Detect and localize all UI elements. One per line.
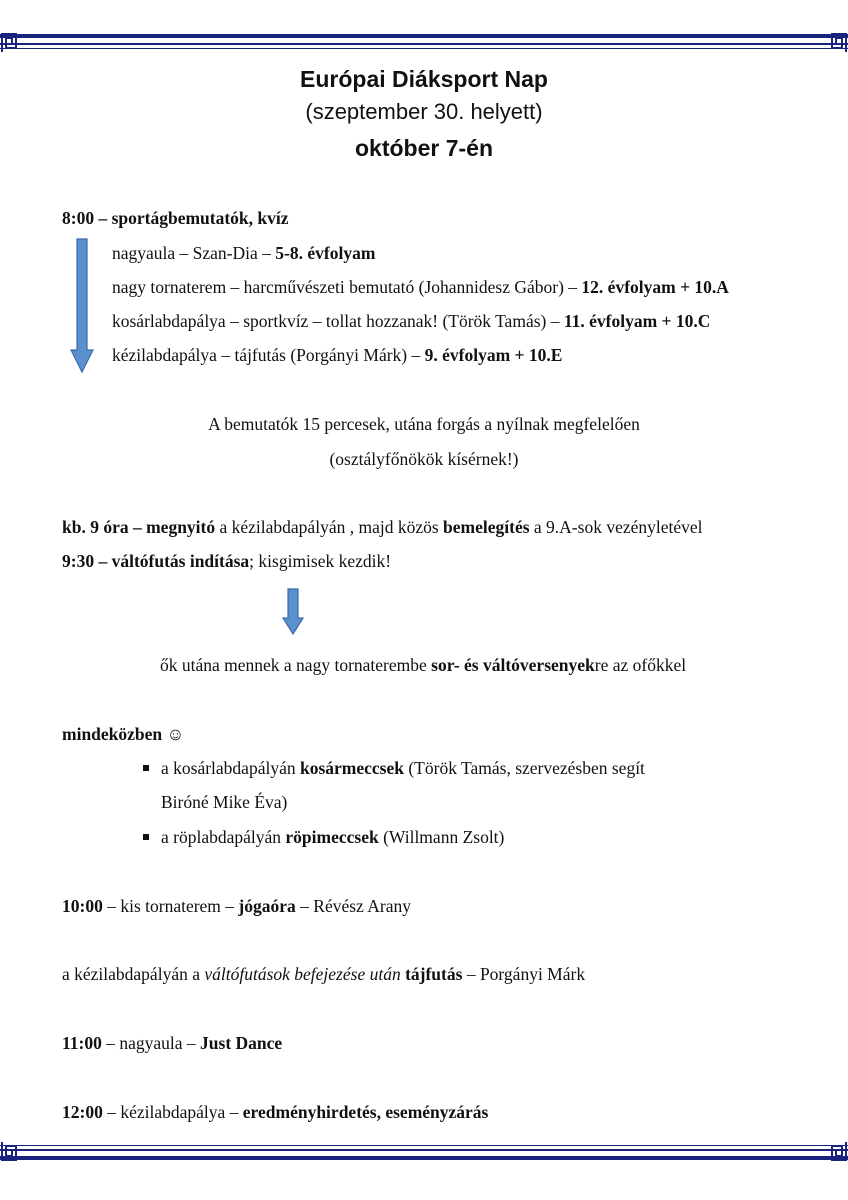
note-line: A bemutatók 15 percesek, utána forgás a nyílnak megfelelően bbox=[208, 414, 640, 434]
list-item: kosárlabdapálya – sportkvíz – tollat hozzanak! (Török Tamás) – 11. évfolyam + 10.C bbox=[112, 311, 711, 331]
page-title: Európai Diáksport Nap bbox=[300, 66, 548, 92]
list-item: kézilabdapálya – tájfutás (Porgányi Márk) – 9. évfolyam + 10.E bbox=[112, 345, 563, 365]
bullet-item-continuation: Biróné Mike Éva) bbox=[161, 792, 288, 812]
down-arrow-icon bbox=[282, 588, 304, 636]
bullet-marker bbox=[143, 765, 149, 771]
schedule-yoga: 10:00 – kis tornaterem – jógaóra – Révész Arany bbox=[62, 896, 411, 916]
opening-line: kb. 9 óra – megnyitó a kézilabdapályán , majd közös bemelegítés a 9.A-sok vezényletével bbox=[62, 517, 703, 537]
list-item: nagyaula – Szan-Dia – 5-8. évfolyam bbox=[112, 243, 376, 263]
page-border-bottom bbox=[0, 1140, 848, 1164]
down-arrow-icon bbox=[70, 238, 94, 374]
schedule-dance: 11:00 – nagyaula – Just Dance bbox=[62, 1033, 283, 1053]
list-item: nagy tornaterem – harcművészeti bemutató (Johannidesz Gábor) – 12. évfolyam + 10.A bbox=[112, 277, 729, 297]
note-line: (osztályfőnökök kísérnek!) bbox=[329, 449, 519, 469]
bullet-item: a kosárlabdapályán kosármeccsek (Török Tamás, szervezésben segít bbox=[161, 758, 645, 778]
event-date: október 7-én bbox=[354, 135, 494, 161]
schedule-orienteering: a kézilabdapályán a váltófutások befejezése után tájfutás – Porgányi Márk bbox=[62, 964, 586, 984]
meanwhile-heading: mindeközben ☺ bbox=[62, 724, 185, 744]
page-subtitle: (szeptember 30. helyett) bbox=[305, 99, 543, 124]
title-block bbox=[0, 64, 848, 164]
relay-line: 9:30 – váltófutás indítása; kisgimisek kezdik! bbox=[62, 551, 392, 571]
bullet-item: a röplabdapályán röpimeccsek (Willmann Zsolt) bbox=[161, 827, 505, 847]
section-heading-8am: 8:00 – sportágbemutatók, kvíz bbox=[62, 208, 289, 228]
page-border-top bbox=[0, 30, 848, 54]
schedule-closing: 12:00 – kézilabdapálya – eredményhirdetés, eseményzárás bbox=[62, 1102, 489, 1122]
bullet-marker bbox=[143, 834, 149, 840]
after-relay-line: ők utána mennek a nagy tornaterembe sor- és váltóversenyekre az ofőkkel bbox=[160, 655, 687, 675]
